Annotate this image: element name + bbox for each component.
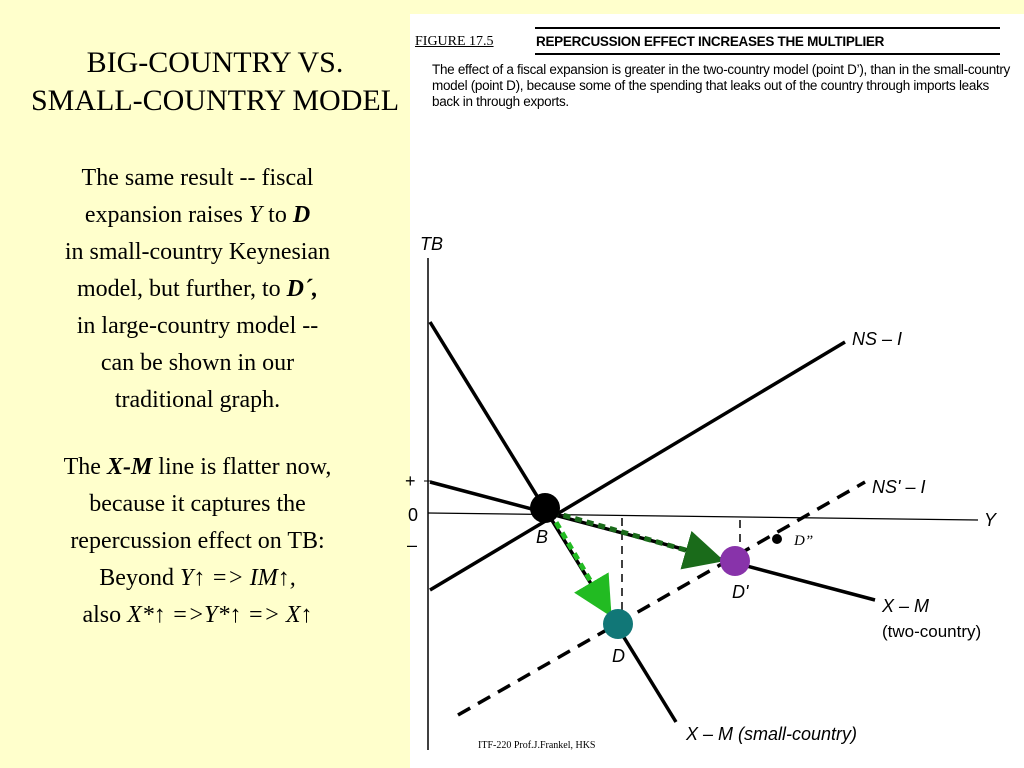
- xm-two-label-2: (two-country): [882, 622, 982, 641]
- figure-caption: The effect of a fiscal expansion is greater in the two-country model (point D’), than in the small-country model (point D), because some of the spending that leaks out of the country through imports leaks back in through exports.: [432, 62, 1010, 109]
- footer-credit: ITF-220 Prof.J.Frankel, HKS: [478, 740, 596, 751]
- p1-line-4: model, but further, to D´,: [77, 276, 318, 302]
- p1-line-5: in large-country model --: [76, 313, 319, 339]
- p1-line-7: traditional graph.: [114, 387, 281, 413]
- point-d2-label: D”: [794, 533, 814, 549]
- p1-line-3: in small-country Keynesian: [64, 239, 331, 265]
- point-dprime: [720, 546, 750, 576]
- p2-line-5: also X*↑ =>Y*↑ => X↑: [82, 602, 313, 628]
- figure-heading: REPERCUSSION EFFECT INCREASES THE MULTIPLIER: [536, 34, 885, 49]
- y-axis-line: [428, 513, 978, 520]
- plus-label: +: [405, 471, 416, 491]
- xm-two-label-1: X – M: [882, 596, 930, 616]
- p2-line-3: repercussion effect on TB:: [70, 528, 325, 554]
- title-line-2: SMALL-COUNTRY MODEL: [30, 84, 400, 117]
- point-b-label: B: [536, 527, 549, 547]
- point-b: [530, 493, 560, 523]
- zero-label: 0: [408, 505, 419, 525]
- ns-i-label: NS – I: [852, 329, 903, 349]
- point-dprime-label: D': [732, 582, 749, 602]
- figure-label: FIGURE 17.5: [415, 34, 494, 49]
- point-d-label: D: [612, 646, 625, 666]
- point-d2: [772, 534, 782, 544]
- ns-prime-i-line: [458, 482, 865, 715]
- p2-line-1: The X-M line is flatter now,: [63, 454, 332, 480]
- p2-line-2: because it captures the: [89, 491, 306, 517]
- minus-label: –: [407, 535, 418, 555]
- axis-y-label: Y: [984, 510, 997, 530]
- p1-line-1: The same result -- fiscal: [81, 165, 314, 191]
- xm-small-label: X – M (small-country): [686, 724, 858, 744]
- ns-i-line: [430, 342, 845, 590]
- xm-small-country-line: [430, 322, 676, 722]
- title-line-1: BIG-COUNTRY VS.: [86, 46, 344, 79]
- axis-tb-label: TB: [420, 234, 444, 254]
- p1-line-2: expansion raises Y to D: [84, 202, 311, 228]
- p1-line-6: can be shown in our: [100, 350, 295, 376]
- point-d: [603, 609, 633, 639]
- p2-line-4: Beyond Y↑ => IM↑,: [99, 565, 296, 591]
- ns-prime-i-label: NS' – I: [872, 477, 926, 497]
